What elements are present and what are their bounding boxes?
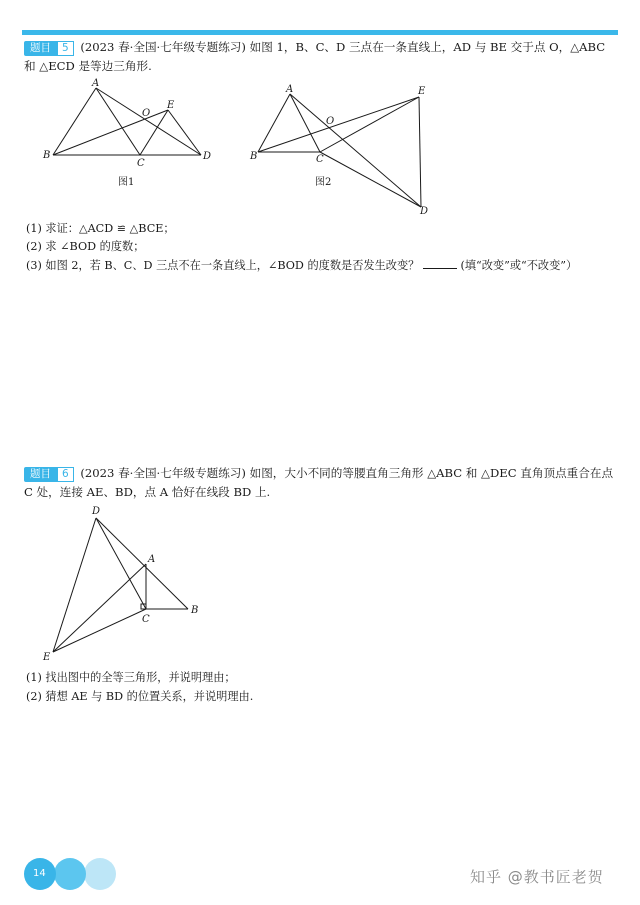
problem-tag: 题目 (24, 41, 57, 56)
footer-circle-light (84, 858, 116, 890)
fig1-label-o: O (142, 108, 151, 119)
problem-6 (24, 464, 620, 502)
figure-1 (40, 78, 220, 172)
fig2-label-c: C (316, 154, 324, 165)
watermark: 知乎 @教书匠老贺 (470, 868, 604, 886)
fig2-label-b: B (250, 151, 258, 162)
problem-statement: (2023 春·全国·七年级专题练习) 如图，大小不同的等腰直角三角形 △ABC 和 △DEC 直角顶点重合在点 C 处，连接 AE、BD，点 A 恰好在线段 BD 上. (24, 466, 614, 499)
fig1-label-d: D (203, 151, 212, 162)
page-number: 14 (33, 868, 46, 879)
problem-number: 5 (57, 41, 74, 56)
question-6-2: (2) 猜想 AE 与 BD 的位置关系，并说明理由. (26, 690, 254, 703)
question-6-1: (1) 找出图中的全等三角形，并说明理由； (26, 671, 236, 684)
figure-problem-6 (38, 502, 218, 671)
question-5-3-hint: (填“改变”或“不改变”） (460, 259, 578, 272)
problem-number: 6 (57, 467, 74, 482)
fig6-label-d: D (92, 506, 101, 517)
top-accent-bar (22, 30, 618, 35)
fig2-label-a: A (286, 84, 294, 95)
fig1-label-b: B (43, 150, 51, 161)
fig1-caption: 图1 (118, 177, 135, 188)
fig1-label-a: A (92, 78, 100, 89)
question-5-3-text: (3) 如图 2，若 B、C、D 三点不在一条直线上，∠BOD 的度数是否发生改变？ (26, 259, 420, 272)
fig1-label-e: E (167, 100, 175, 111)
question-5-1: (1) 求证：△ACD ≌ △BCE； (26, 222, 175, 235)
figure-2 (246, 82, 446, 226)
fig2-label-o: O (326, 116, 335, 127)
fig2-label-d: D (420, 206, 429, 217)
fig2-caption: 图2 (315, 177, 332, 188)
fig6-label-b: B (191, 605, 199, 616)
problem-5 (24, 38, 620, 76)
answer-blank (423, 256, 457, 269)
fig6-label-c: C (142, 614, 150, 625)
question-5-2: (2) 求 ∠BOD 的度数； (26, 240, 145, 253)
fig6-label-a: A (148, 554, 156, 565)
problem-tag: 题目 (24, 467, 57, 482)
fig2-label-e: E (418, 86, 426, 97)
question-5-3 (26, 256, 577, 275)
problem-statement: (2023 春·全国·七年级专题练习) 如图 1，B、C、D 三点在一条直线上，AD 与 BE 交于点 O，△ABC 和 △ECD 是等边三角形. (24, 40, 606, 73)
fig1-label-c: C (137, 158, 145, 168)
fig6-label-e: E (43, 652, 51, 663)
footer-circle-mid (54, 858, 86, 890)
